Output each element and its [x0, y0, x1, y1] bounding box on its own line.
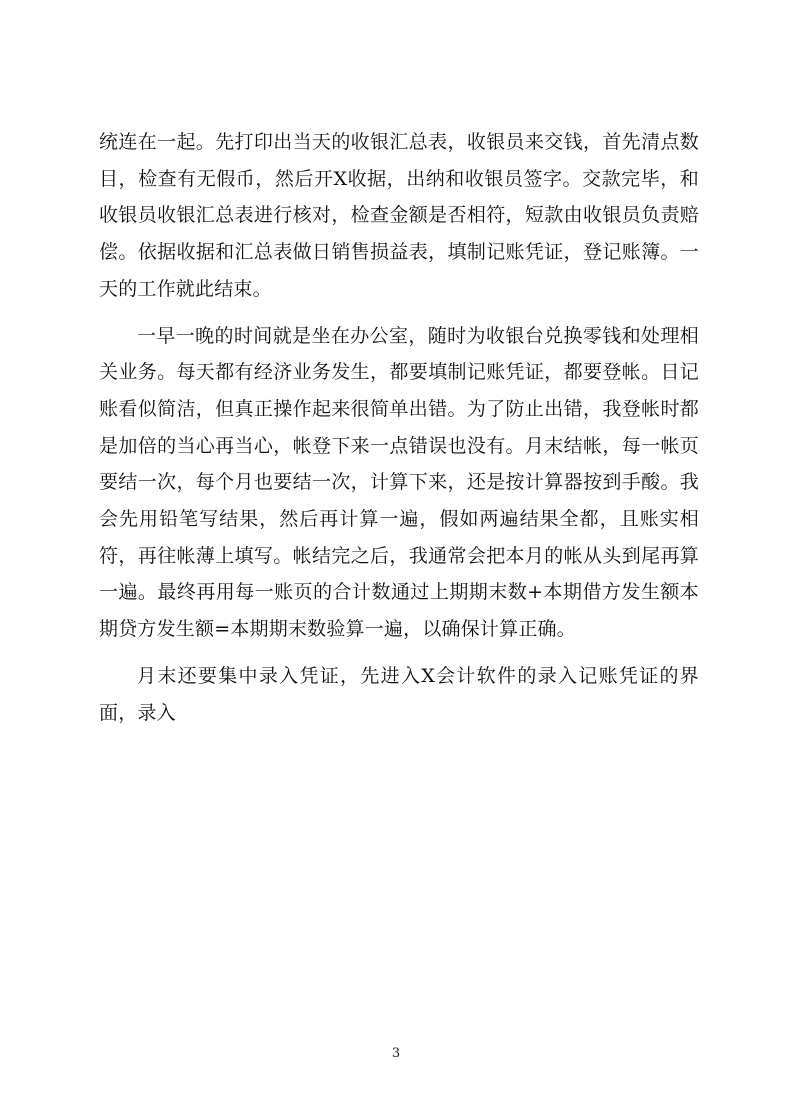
paragraph-3: 月末还要集中录入凭证，先进入X会计软件的录入记账凭证的界面，录入	[99, 664, 699, 724]
body-text	[99, 124, 699, 731]
page-number: 3	[391, 1046, 401, 1061]
paragraph-1: 统连在一起。先打印出当天的收银汇总表，收银员来交钱，首先清点数目，检查有无假币，然后开X收据，出纳和收银员签字。交款完毕，和收银员收银汇总表进行核对，检查金额是否相符，短款由收银员负责赔偿。依据收据和汇总表做日销售损益表，填制记账凭证，登记账簿。一天的工作就此结束。	[99, 131, 699, 300]
paragraph-2: 一早一晚的时间就是坐在办公室，随时为收银台兑换零钱和处理相关业务。每天都有经济业务发生，都要填制记账凭证，都要登帐。日记账看似简洁，但真正操作起来很简单出错。为了防止出错，我登帐时都是加倍的当心再当心，帐登下来一点错误也没有。月末结帐，每一帐页要结一次，每个月也要结一次，计算下来，还是按计算器按到手酸。我会先用铅笔写结果，然后再计算一遍，假如两遍结果全都，且账实相符，再往帐薄上填写。帐结完之后，我通常会把本月的帐从头到尾再算一遍。最终再用每一账页的合计数通过上期期末数+本期借方发生额本期贷方发生额=本期期末数验算一遍，以确保计算正确。	[99, 324, 699, 641]
